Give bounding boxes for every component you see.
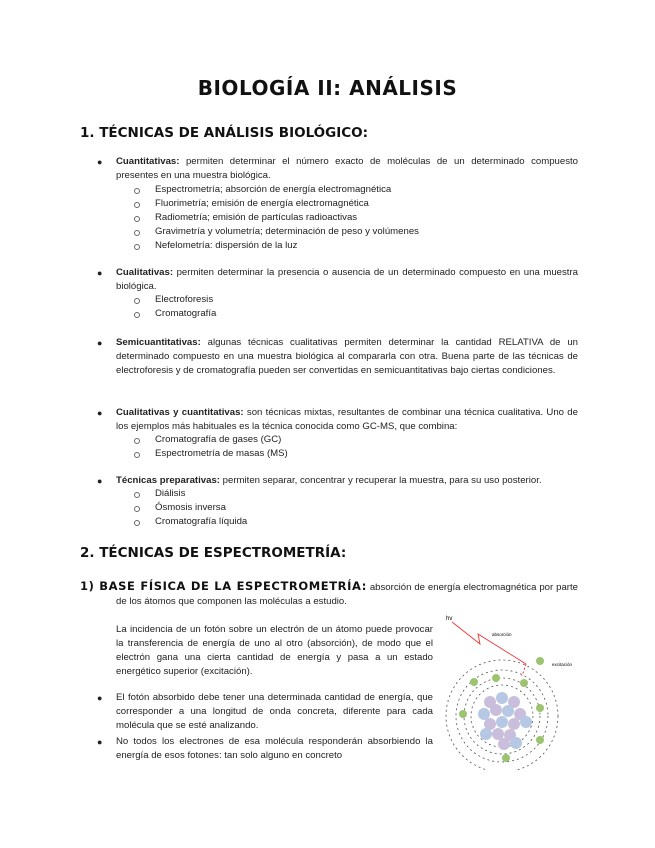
sub-item: Espectrometría de masas (MS) bbox=[155, 448, 288, 459]
atom-absorption-figure bbox=[440, 610, 590, 770]
photon-label: hv bbox=[446, 616, 453, 622]
sub-bullet bbox=[134, 506, 140, 512]
sub-bullet bbox=[134, 492, 140, 498]
description: permiten determinar la presencia o ausencia de un determinado compuesto en una muestra biológica. bbox=[116, 267, 578, 292]
sub-item: Electroforesis bbox=[155, 294, 214, 305]
term: Cualitativas: bbox=[116, 267, 174, 278]
description: son técnicas mixtas, resultantes de combinar una técnica cualitativa. Uno de los ejemplos más habituales es la técnica conocida como GC-MS, que combina: bbox=[116, 407, 578, 432]
sub-item: Nefelometría: dispersión de la luz bbox=[155, 240, 298, 251]
sub-item: Ósmosis inversa bbox=[155, 502, 226, 513]
subsection-heading: 1) BASE FÍSICA DE LA ESPECTROMETRÍA: bbox=[80, 579, 367, 593]
section-2-heading: 2. TÉCNICAS DE ESPECTROMETRÍA: bbox=[80, 545, 347, 561]
sub-item: Cromatografía líquida bbox=[155, 516, 248, 527]
page-title: BIOLOGÍA II: ANÁLISIS bbox=[197, 76, 458, 100]
subsection-heading-block bbox=[80, 579, 578, 609]
bullet: ● bbox=[97, 268, 103, 278]
sub-bullet bbox=[134, 230, 140, 236]
sub-item: Cromatografía de gases (GC) bbox=[155, 434, 282, 445]
sub-bullet bbox=[134, 438, 140, 444]
sub-item: Diálisis bbox=[155, 488, 186, 499]
list-item: No todos los electrones de esa molécula responderán absorbiendo la energía de esos fotones: tan solo alguno en concreto bbox=[116, 736, 433, 761]
sub-bullet bbox=[134, 216, 140, 222]
subsection-intro: absorción de energía electromagnética por parte de los átomos que componen las moléculas a estudio. bbox=[116, 582, 578, 607]
sub-item: Espectrometría; absorción de energía electromagnética bbox=[155, 184, 392, 195]
list-item-semicuantitativas bbox=[116, 336, 578, 378]
bullet: ● bbox=[97, 338, 103, 348]
list-item-cuantitativas bbox=[116, 155, 578, 183]
list-item-cualitativas bbox=[116, 266, 578, 294]
sub-bullet bbox=[134, 244, 140, 250]
description: algunas técnicas cualitativas permiten determinar la cantidad RELATIVA de un determinado compuesto en una muestra biológica al compararla con otra. Buena parte de las técnicas de electroforesis y de cromatografía pueden ser convertidas en semicuantitativas bajo ciertas condiciones. bbox=[116, 337, 578, 376]
excitation-label: excitación bbox=[552, 662, 573, 667]
sub-item: Fluorimetría; emisión de energía electromagnética bbox=[155, 198, 369, 209]
section-1-heading: 1. TÉCNICAS DE ANÁLISIS BIOLÓGICO: bbox=[80, 125, 369, 141]
bullet: ● bbox=[97, 157, 103, 167]
sub-item: Gravimetría y volumetría; determinación de peso y volúmenes bbox=[155, 226, 419, 237]
sub-item: Cromatografía bbox=[155, 308, 217, 319]
nucleus bbox=[478, 692, 532, 750]
description: permiten separar, concentrar y recuperar la muestra, para su uso posterior. bbox=[220, 475, 542, 486]
sub-bullet bbox=[134, 188, 140, 194]
photon-arrow bbox=[452, 622, 526, 664]
sub-bullet bbox=[134, 312, 140, 318]
bullet: ● bbox=[97, 693, 103, 703]
bullet: ● bbox=[97, 476, 103, 486]
sub-bullet bbox=[134, 520, 140, 526]
term: Cuantitativas: bbox=[116, 156, 180, 167]
sub-item: Radiometría; emisión de partículas radioactivas bbox=[155, 212, 358, 223]
list-item-cualitativas-cuantitativas bbox=[116, 406, 578, 434]
bullet: ● bbox=[97, 408, 103, 418]
bullet: ● bbox=[97, 737, 103, 747]
term: Semicuantitativas: bbox=[116, 337, 201, 348]
absorption-label: absorción bbox=[492, 632, 512, 637]
list-item: El fotón absorbido debe tener una determinada cantidad de energía, que corresponder a una longitud de onda concreta, diferente para cada molécula que se esté analizando. bbox=[116, 692, 433, 731]
term: Técnicas preparativas: bbox=[116, 475, 220, 486]
sub-bullet bbox=[134, 452, 140, 458]
description: permiten determinar el número exacto de moléculas de un determinado compuesto presentes en una muestra biológica. bbox=[116, 156, 578, 181]
list-item-tecnicas-preparativas bbox=[116, 474, 578, 488]
sub-bullet bbox=[134, 202, 140, 208]
term: Cualitativas y cuantitativas: bbox=[116, 407, 244, 418]
excitation-arrow bbox=[522, 664, 526, 676]
paragraph: La incidencia de un fotón sobre un electrón de un átomo puede provocar la transferencia de energía de uno al otro (absorción), de modo que el electrón gana una cierta cantidad de energía y pasa a un estado energético superior (excitación). bbox=[116, 624, 433, 677]
sub-bullet bbox=[134, 298, 140, 304]
